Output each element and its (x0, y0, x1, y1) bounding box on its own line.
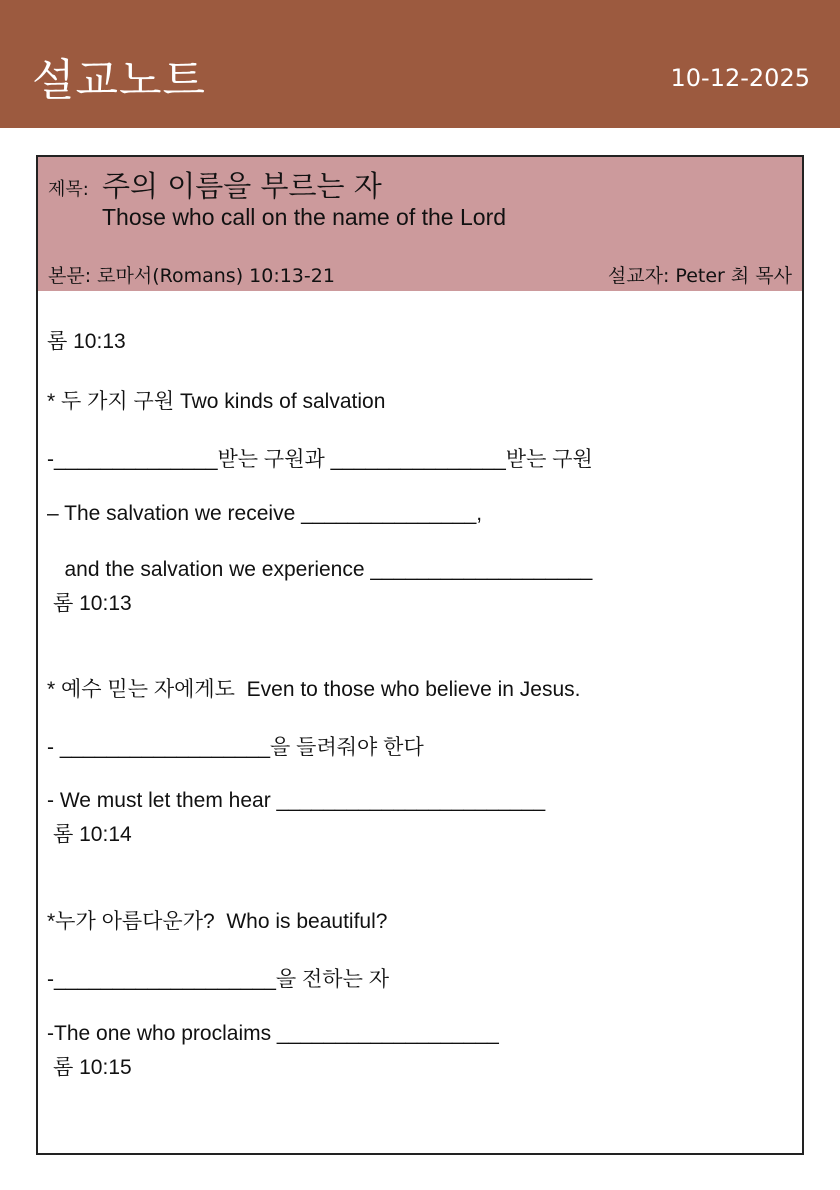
note-line: -______________받는 구원과 _______________받는 구원 (47, 448, 593, 471)
title-label: 제목: (48, 179, 89, 200)
sermon-date: 10-12-2025 (670, 64, 810, 92)
sermon-title-english: Those who call on the name of the Lord (102, 204, 507, 230)
page-title: 설교노트 (32, 55, 207, 106)
sermon-info-panel (38, 157, 802, 291)
note-line: - We must let them hear _______________________ (47, 789, 546, 812)
note-line: * 두 가지 구원 Two kinds of salvation (47, 390, 386, 413)
note-line: * 예수 믿는 자에게도 Even to those who believe in Jesus. (47, 678, 581, 701)
note-line: - __________________을 들려줘야 한다 (47, 736, 424, 759)
note-line: 롬 10:13 (47, 330, 126, 353)
sermon-card (36, 155, 804, 1155)
verse-reference: 롬 10:15 (53, 1056, 132, 1079)
preacher-name: 설교자: Peter 최 목사 (607, 265, 792, 287)
note-line: – The salvation we receive _______________, (47, 502, 483, 525)
verse-reference: 롬 10:13 (53, 592, 132, 615)
note-line: and the salvation we experience ___________________ (47, 558, 593, 581)
verse-reference: 롬 10:14 (53, 823, 132, 846)
scripture-reference: 본문: 로마서(Romans) 10:13-21 (48, 265, 335, 287)
note-line: -The one who proclaims ___________________ (47, 1022, 499, 1045)
note-line: -___________________을 전하는 자 (47, 968, 389, 991)
note-line: *누가 아름다운가? Who is beautiful? (47, 910, 388, 933)
header-bar (0, 0, 840, 128)
sermon-title-korean: 주의 이름을 부르는 자 (102, 169, 382, 203)
